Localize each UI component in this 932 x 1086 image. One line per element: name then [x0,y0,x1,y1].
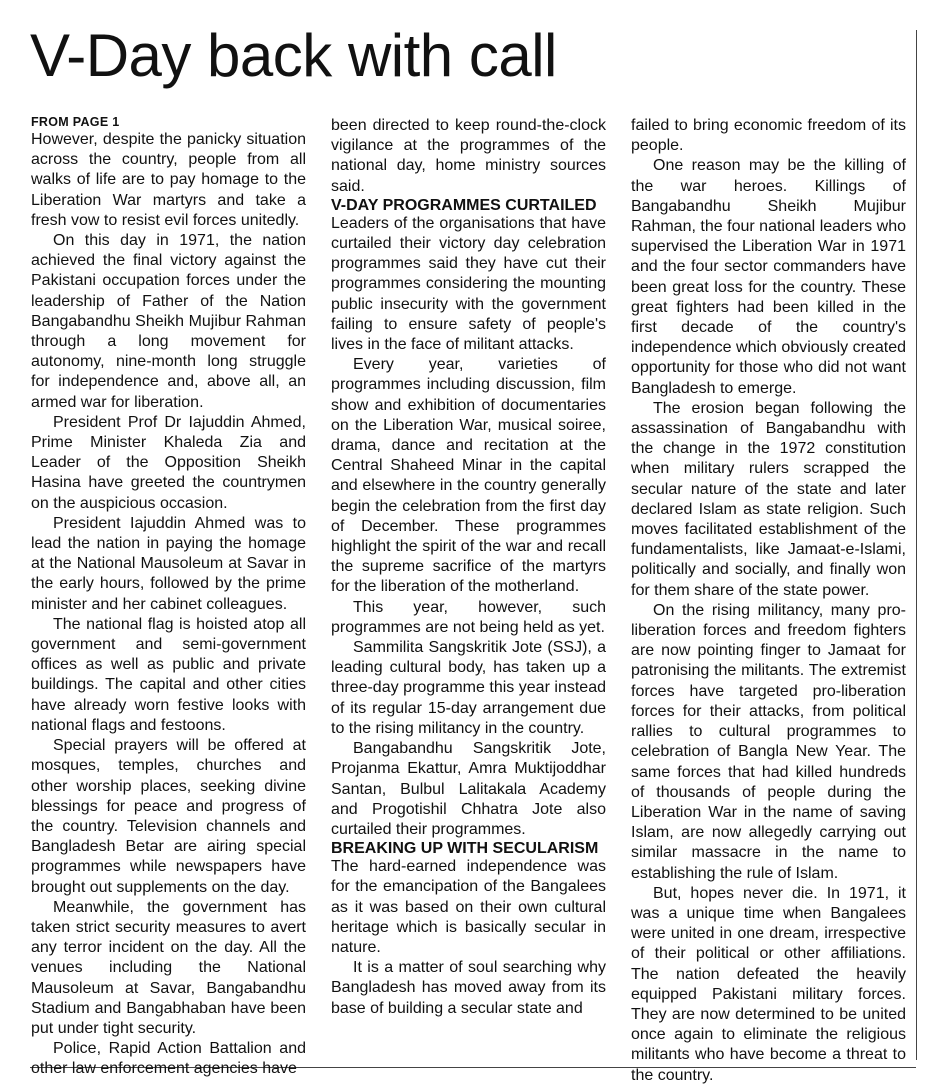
paragraph: However, despite the panicky situation across the country, people from all walks of life are to pay homage to the Liberation War martyrs and take a fresh vow to resist evil forces unitedly. [31,131,306,229]
paragraph: Leaders of the organisations that have curtailed their victory day celebration programmes said they have cut their programmes considering the mounting public insecurity with the government failing to ensure safety of people's lives in the face of militant attacks. [331,214,606,354]
paragraph: The erosion began following the assassination of Bangabandhu with the change in the 1972 constitution when military rulers scrapped the secular nature of the state and later declared Islam as state religion. Such moves facilitated establishment of the fundamentalists, like Jamaat-e-Islami, politically and socially, and finally won for them share of the state power. [631,399,906,599]
paragraph: It is a matter of soul searching why Bangladesh has moved away from its base of building a secular state and [331,959,606,1017]
paragraph: Bangabandhu Sangskritik Jote, Projanma Ekattur, Amra Muktijoddhar Santan, Bulbul Lalitakala Academy and Progotishil Chhatra Jote also curtailed their programmes. [331,740,606,838]
paragraph: On the rising militancy, many pro-liberation forces and freedom fighters are now pointing finger to Jamaat for patronising the militants. The extremist forces have targeted pro-liberation forces for their attacks, from political rallies to cultural programmes to celebration of Bangla New Year. The same forces that had killed hundreds of thousands of people during the Liberation War in the name of saving Islam, are now allegedly carrying out similar massacre in the name to establishing the rule of Islam. [631,601,906,882]
paragraph: failed to bring economic freedom of its people. [631,117,906,155]
paragraph: Sammilita Sangskritik Jote (SSJ), a leading cultural body, has taken up a three-day programme this year instead of its regular 15-day arrangement due to the rising militancy in the country. [331,639,606,737]
subhead: V-DAY PROGRAMMES CURTAILED [331,196,597,214]
paragraph: Special prayers will be offered at mosques, temples, churches and other worship places, seeking divine blessings for peace and progress of the country. Television channels and Bangladesh Betar are airing special programmes while newspapers have brought out supplements on the day. [31,737,306,896]
kicker: FROM PAGE 1 [31,115,120,129]
paragraph: Every year, varieties of programmes including discussion, film show and exhibition of documentaries on the Liberation War, musical soiree, drama, dance and recitation at the Central Shaheed Minar in the capital and elsewhere in the country generally begin the celebration from the first day of December. These programmes highlight the spirit of the war and recall the supreme sacrifice of the martyrs for the liberation of the motherland. [331,356,606,596]
paragraph: President Prof Dr Iajuddin Ahmed, Prime Minister Khaleda Zia and Leader of the Opposition Sheikh Hasina have greeted the countrymen on the auspicious occasion. [31,413,306,512]
paragraph: The hard-earned independence was for the emancipation of the Bangalees as it was based on their own cultural heritage which is basically secular in nature. [331,858,606,956]
paragraph: But, hopes never die. In 1971, it was a unique time when Bangalees were united in one dream, irrespective of their political or other affiliations. The nation defeated the heavily equipped Pakistani military forces. They are now determined to be united once again to eliminate the religious militants who have become a threat to the country. [631,884,906,1084]
paragraph: The national flag is hoisted atop all government and semi-government offices as well as public and private buildings. The capital and other cities have already worn festive looks with national flags and festoons. [31,615,306,734]
article-column-1 [31,115,306,1078]
headline: V-Day back with call [30,22,557,89]
article-column-2 [331,116,606,1061]
paragraph: been directed to keep round-the-clock vigilance at the programmes of the national day, home ministry sources said. [331,117,606,195]
paragraph: One reason may be the killing of the war heroes. Killings of Bangabandhu Sheikh Mujibur Rahman, the four national leaders who supervised the Liberation War in 1971 and the four sector commanders have been great loss for the country. These great fighters had been killed in the first decade of the country's independence which obviously created opportunity for those who did not want Bangladesh to emerge. [631,157,906,397]
paragraph: Meanwhile, the government has taken strict security measures to avert any terror incident on the day. All the venues including the National Mausoleum at Savar, Bangabandhu Stadium and Bangabhaban have been put under tight security. [31,898,306,1037]
paragraph: Police, Rapid Action Battalion and other law enforcement agencies have [31,1040,306,1078]
paragraph: President Iajuddin Ahmed was to lead the nation in paying the homage at the National Mausoleum at Savar in the early hours, followed by the prime minister and her cabinet colleagues. [31,514,306,613]
subhead: BREAKING UP WITH SECULARISM [331,840,599,858]
article-column-3 [631,116,906,1084]
paragraph: On this day in 1971, the nation achieved the final victory against the Pakistani occupation forces under the leadership of Father of the Nation Bangabandhu Sheikh Mujibur Rahman through a long movement for autonomy, nine-month long struggle for independence and, above all, an armed war for liberation. [31,232,306,411]
paragraph: This year, however, such programmes are not being held as yet. [331,598,606,636]
column-rule [916,30,917,1060]
